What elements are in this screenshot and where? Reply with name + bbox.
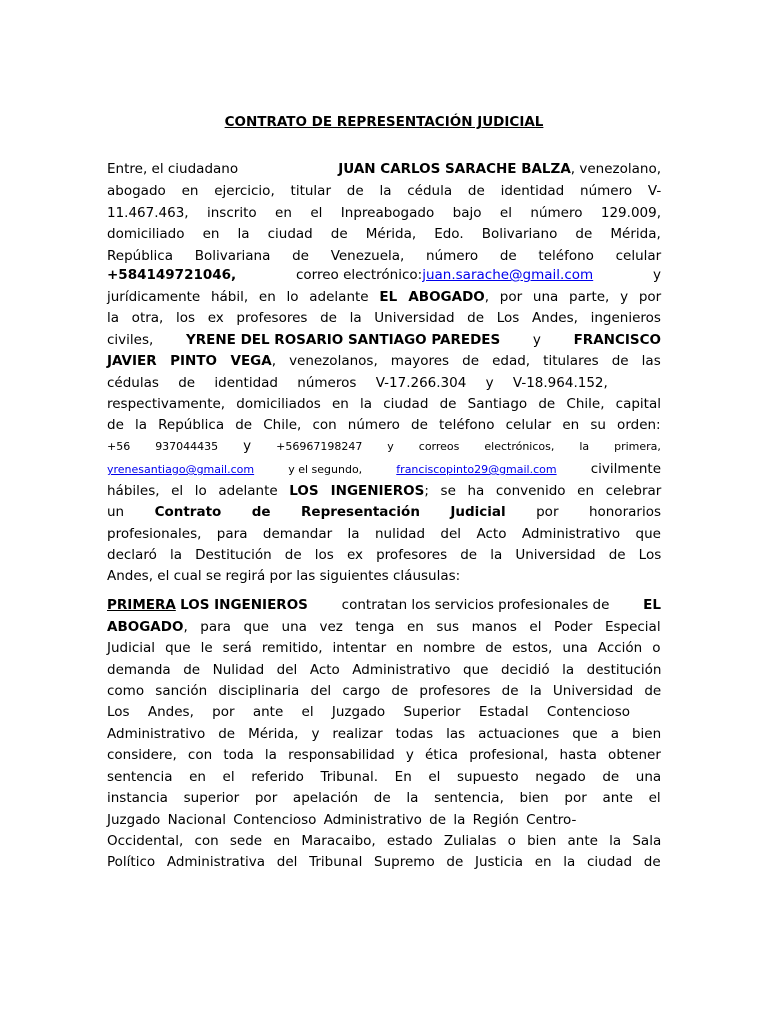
text-line bbox=[107, 481, 661, 503]
text-span: declaró la Destitución de los ex profesores de la Universidad de Los bbox=[107, 547, 662, 563]
lawyer-phone: +584149721046, bbox=[107, 267, 237, 283]
text-line bbox=[107, 181, 661, 203]
text-line bbox=[107, 745, 661, 767]
text-span: la bbox=[579, 440, 590, 453]
text-line bbox=[107, 566, 661, 588]
engineer-email-link[interactable]: yrenesantiago@gmail.com bbox=[107, 463, 255, 476]
text-line bbox=[107, 351, 661, 373]
text-span: Político Administrativa del Tribunal Supremo de Justicia en la ciudad de bbox=[107, 854, 661, 870]
bold-term: de bbox=[251, 504, 271, 520]
text-span: de la República de Chile, con número de teléfono celular en su orden: bbox=[107, 417, 661, 433]
text-line bbox=[107, 545, 661, 567]
engineer-name: FRANCISCO bbox=[573, 332, 661, 348]
text-span: y bbox=[532, 332, 541, 348]
clause-heading: PRIMERA bbox=[107, 597, 176, 613]
text-span: sentencia en el referido Tribunal. En el supuesto negado de una bbox=[107, 769, 662, 785]
text-span: Andes, el cual se regirá por las siguientes cláusulas: bbox=[107, 568, 461, 584]
text-span: ; se ha convenido en celebrar bbox=[424, 483, 662, 499]
text-span: jurídicamente hábil, en lo adelante bbox=[107, 289, 369, 305]
bold-term: ABOGADO bbox=[107, 619, 184, 635]
text-span: instancia superior por apelación de la sentencia, bien por ante el bbox=[107, 790, 661, 806]
text-line bbox=[107, 852, 661, 874]
text-span: , por una parte, y por bbox=[484, 289, 662, 305]
text-span: cédulas de identidad números V-17.266.304 y V-18.964.152, bbox=[107, 375, 608, 391]
text-span: Los Andes, por ante el Juzgado Superior Estadal Contencioso bbox=[107, 704, 631, 720]
text-span: civilmente bbox=[590, 461, 661, 477]
text-span: profesionales, para demandar la nulidad del Acto Administrativo que bbox=[107, 526, 661, 542]
text-line bbox=[107, 788, 661, 810]
text-line bbox=[107, 702, 661, 724]
text-span: y bbox=[653, 267, 661, 283]
bold-term: EL bbox=[643, 597, 661, 613]
text-span: respectivamente, domiciliados en la ciudad de Santiago de Chile, capital bbox=[107, 396, 661, 412]
text-line bbox=[107, 831, 661, 853]
text-span: primera, bbox=[614, 440, 661, 453]
text-span: , venezolano, bbox=[570, 161, 661, 177]
text-line bbox=[107, 373, 661, 395]
text-line bbox=[107, 436, 661, 458]
bold-term: Contrato bbox=[154, 504, 222, 520]
text-span: abogado en ejercicio, titular de la cédula de identidad número V- bbox=[107, 183, 662, 199]
text-span: como sanción disciplinaria del cargo de profesores de la Universidad de bbox=[107, 683, 662, 699]
text-line bbox=[107, 638, 661, 660]
bold-term: LOS INGENIEROS bbox=[289, 483, 425, 499]
text-span: Juzgado Nacional Contencioso Administrativo de la Región Centro- bbox=[107, 812, 577, 828]
text-line bbox=[107, 617, 661, 639]
text-span: +56 bbox=[107, 440, 131, 453]
text-line bbox=[107, 524, 661, 546]
bold-term: LOS INGENIEROS bbox=[180, 597, 308, 613]
text-span: 11.467.463, inscrito en el Inpreabogado bajo el número 129.009, bbox=[107, 205, 661, 221]
text-span: y bbox=[243, 438, 252, 454]
text-span: 937044435 bbox=[155, 440, 219, 453]
text-span: y el segundo, bbox=[288, 463, 363, 476]
text-line bbox=[107, 660, 661, 682]
text-line bbox=[107, 681, 661, 703]
text-line bbox=[107, 308, 661, 330]
text-line bbox=[107, 810, 661, 832]
text-span: Entre, el ciudadano bbox=[107, 161, 239, 177]
text-line bbox=[107, 394, 661, 416]
text-span: la otra, los ex profesores de la Universidad de Los Andes, ingenieros bbox=[107, 310, 661, 326]
text-span: un bbox=[107, 504, 125, 520]
lawyer-name: JUAN CARLOS SARACHE BALZA bbox=[338, 161, 571, 177]
text-span: y bbox=[387, 440, 394, 453]
text-span: +56967198247 bbox=[276, 440, 363, 453]
text-span: honorarios bbox=[588, 504, 661, 520]
engineer-name: YRENE DEL ROSARIO SANTIAGO PAREDES bbox=[185, 332, 501, 348]
text-span: República Bolivariana de Venezuela, número de teléfono celular bbox=[107, 248, 662, 264]
text-span: considere, con toda la responsabilidad y ética profesional, hasta obtener bbox=[107, 747, 661, 763]
bold-term: Representación bbox=[301, 504, 420, 520]
text-line bbox=[107, 595, 661, 617]
text-line bbox=[107, 724, 661, 746]
text-span: electrónicos, bbox=[484, 440, 555, 453]
text-span: correo electrónico: bbox=[295, 267, 423, 283]
text-line bbox=[107, 265, 661, 287]
text-span: Administrativo de Mérida, y realizar todas las actuaciones que a bien bbox=[107, 726, 662, 742]
text-span: civiles, bbox=[107, 332, 154, 348]
text-line bbox=[107, 224, 661, 246]
text-line bbox=[107, 767, 661, 789]
text-line bbox=[107, 502, 661, 524]
text-line bbox=[107, 287, 661, 309]
text-span: hábiles, el lo adelante bbox=[107, 483, 278, 499]
text-line bbox=[107, 203, 661, 225]
bold-term: EL ABOGADO bbox=[379, 289, 485, 305]
text-span: contratan los servicios profesionales de bbox=[341, 597, 610, 613]
text-span: , para que una vez tenga en sus manos el Poder Especial bbox=[183, 619, 661, 635]
text-span: Judicial que le será remitido, intentar en nombre de estos, una Acción o bbox=[107, 640, 661, 656]
text-line bbox=[107, 415, 661, 437]
engineer-email-link[interactable]: franciscopinto29@gmail.com bbox=[396, 463, 557, 476]
engineer-name: JAVIER PINTO VEGA bbox=[107, 353, 272, 369]
text-span: , venezolanos, mayores de edad, titulares de las bbox=[271, 353, 661, 369]
text-line bbox=[107, 459, 661, 481]
text-span: correos bbox=[418, 440, 460, 453]
text-span: demanda de Nulidad del Acto Administrativo que decidió la destitución bbox=[107, 662, 662, 678]
text-span: domiciliado en la ciudad de Mérida, Edo. Bolivariano de Mérida, bbox=[107, 226, 661, 242]
text-span: Occidental, con sede en Maracaibo, estado Zulialas o bien ante la Sala bbox=[107, 833, 662, 849]
text-line bbox=[107, 330, 661, 352]
text-line bbox=[107, 159, 661, 181]
text-span: por bbox=[536, 504, 559, 520]
lawyer-email-link[interactable]: juan.sarache@gmail.com bbox=[422, 267, 594, 283]
document-title: CONTRATO DE REPRESENTACIÓN JUDICIAL bbox=[224, 114, 544, 130]
bold-term: Judicial bbox=[450, 504, 506, 520]
